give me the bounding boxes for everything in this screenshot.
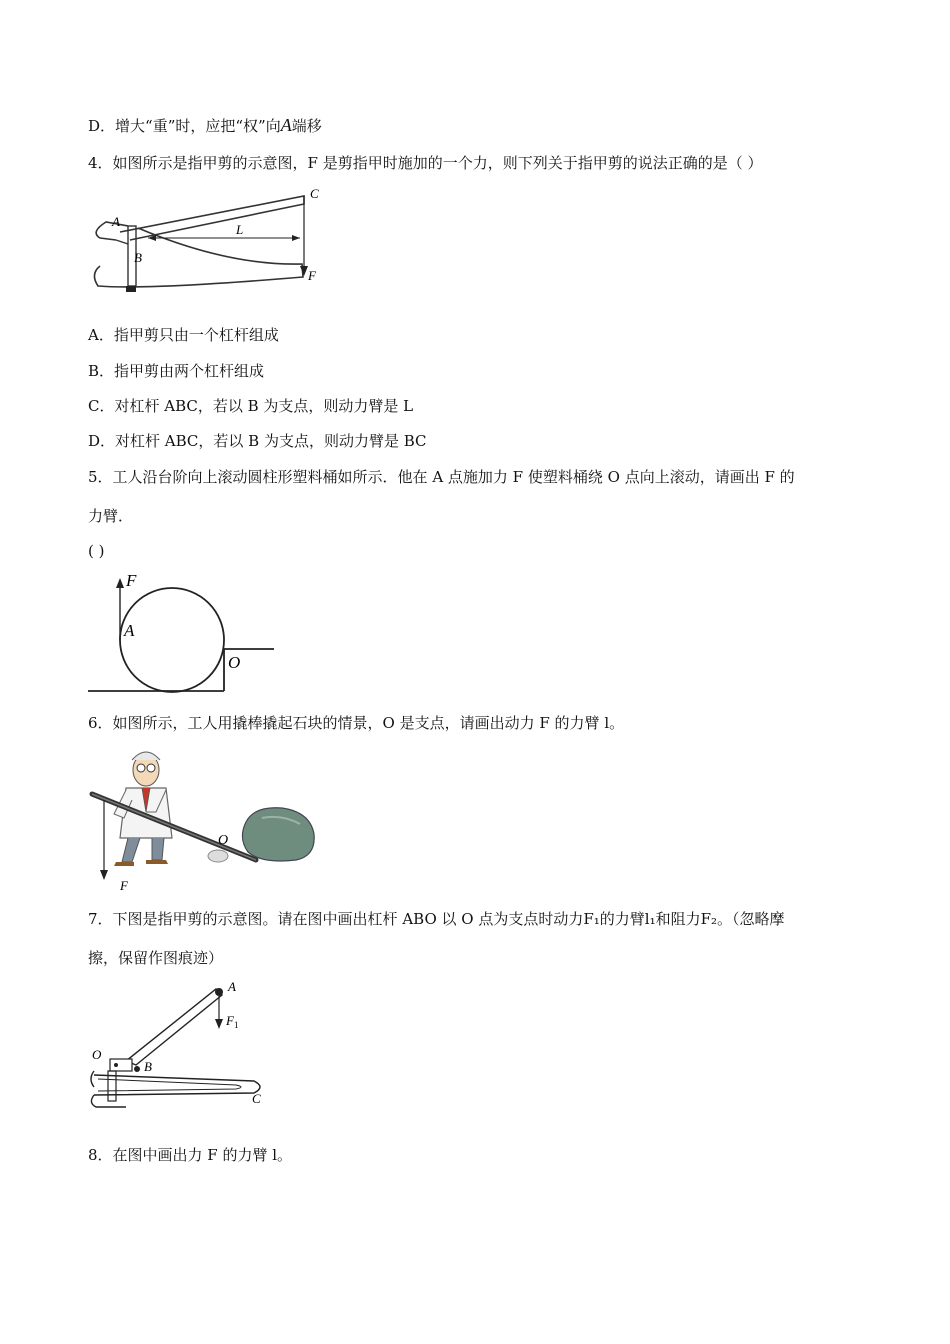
q5-stem-line2: 力臂． [88,507,134,525]
q7-label-f1 [225,1013,238,1030]
q7-label-o: O [92,1047,102,1062]
q7-stem-line2: 擦，保留作图痕迹） [88,949,224,967]
q4-option-c: C．对杠杆 ABC，若以 B 为支点，则动力臂是 L [88,397,414,415]
q5-label-a: A [124,621,135,640]
q5-barrel-step-figure [86,568,281,696]
q7-stem-line1 [88,908,785,930]
q4-label-b: B [134,250,142,265]
q4-label-f: F [308,268,316,283]
q4-option-a: A．指甲剪只由一个杠杆组成 [88,326,279,344]
q7-label-b: B [144,1059,152,1074]
q4-nail-clipper-figure [88,182,333,302]
q6-crowbar-figure [86,742,326,894]
q3-option-d-prefix: D．增大“重”时，应把“权”向 [88,117,281,135]
q8-stem: 8．在图中画出力 F 的力臂 l。 [88,1146,293,1164]
q3-option-d-suffix: 端移 [291,117,322,135]
q6-label-f: F [120,878,128,893]
q7-nail-clipper-figure [86,975,271,1110]
q3-option-d [88,114,322,137]
q4-label-a: A [112,214,120,229]
q4-label-l: L [236,222,244,237]
q4-option-d: D．对杠杆 ABC，若以 B 为支点，则动力臂是 BC [88,432,427,450]
q3-option-d-var: A [280,115,292,135]
q6-stem: 6．如图所示，工人用撬棒撬起石块的情景，O 是支点，请画出动力 F 的力臂 l。 [88,714,625,732]
q7-label-c: C [252,1091,261,1106]
q6-label-o: O [218,833,229,848]
q5-label-o: O [228,653,241,672]
q7-label-f1-sub: 1 [233,1020,239,1030]
q7-label-a: A [228,979,236,994]
q7-stem-line1-text: 7．下图是指甲剪的示意图。请在图中画出杠杆 ABO 以 O 点为支点时动力F₁的力臂l₁和阻力F₂。（忽略摩 [88,910,785,928]
q4-label-c: C [310,186,319,201]
q7-label-f1-main: F [226,1013,234,1028]
q4-stem: 4．如图所示是指甲剪的示意图，F 是剪指甲时施加的一个力，则下列关于指甲剪的说法正确的是（ ） [88,154,763,172]
q5-answer-blank: ( ) [88,542,105,560]
q4-option-b: B．指甲剪由两个杠杆组成 [88,362,265,380]
q5-label-f: F [126,571,137,590]
q5-stem-line1: 5．工人沿台阶向上滚动圆柱形塑料桶如所示．他在 A 点施加力 F 使塑料桶绕 O 点向上滚动，请画出 F 的 [88,468,795,486]
